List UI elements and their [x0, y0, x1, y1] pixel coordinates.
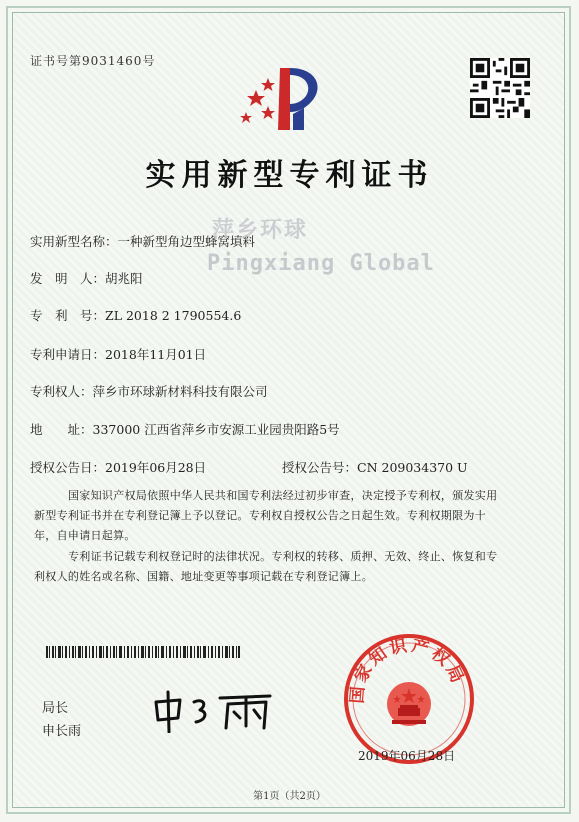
field-value: 胡兆阳	[105, 271, 143, 286]
signature-name: 申长雨	[42, 724, 82, 739]
logo-red-bar	[278, 68, 290, 130]
field-value: 2018年11月01日	[105, 347, 207, 362]
seal-date: 2019年06月28日	[358, 749, 456, 763]
paragraph-grant-statement	[34, 486, 544, 546]
star-icon	[261, 78, 275, 91]
field-value: 337000 江西省萍乡市安源工业园贵阳路5号	[92, 422, 340, 437]
field-label: 专利权人：	[30, 384, 93, 399]
field-label: 授权公告号：	[282, 460, 358, 475]
field-label: 专利申请日：	[30, 347, 106, 362]
field-label: 专 利 号：	[30, 308, 106, 323]
watermark-cn: 萍乡环球	[212, 218, 309, 243]
seal-text: 国家知识产权局	[347, 635, 469, 705]
field-value: ZL 2018 2 1790554.6	[105, 308, 242, 323]
field-value: 2019年06月28日	[105, 460, 207, 475]
certificate-title: 实用新型专利证书	[145, 158, 434, 193]
signature-role: 局长	[42, 701, 69, 716]
field-label: 地 址：	[30, 422, 93, 437]
field-label: 授权公告日：	[30, 460, 106, 475]
paragraph-legal-status	[34, 547, 544, 587]
logo-blue-arc	[290, 68, 318, 112]
star-icon	[247, 90, 265, 106]
watermark-en: Pingxiang Global	[207, 251, 435, 276]
official-seal	[342, 632, 476, 766]
field-value: 萍乡市环球新材料科技有限公司	[92, 384, 268, 399]
certificate-number: 证书号第9031460号	[30, 54, 156, 68]
handwritten-signature	[150, 688, 290, 733]
national-emblem-icon	[387, 682, 431, 726]
star-icon	[240, 112, 252, 123]
field-label: 发 明 人：	[30, 271, 106, 286]
field-grant-number	[282, 458, 468, 476]
page-footer: 第1页（共2页）	[253, 791, 326, 802]
field-address	[30, 420, 340, 438]
field-grant-date	[30, 458, 206, 476]
barcode	[46, 646, 240, 658]
patent-office-logo	[238, 50, 338, 140]
field-value: 一种新型角边型蜂窝填料	[117, 234, 256, 249]
field-inventor	[30, 269, 143, 287]
field-patent-number	[30, 306, 241, 324]
paragraph-line: 年，自申请日起算。	[34, 529, 136, 542]
paragraph-line: 新型专利证书并在专利登记簿上予以登记。专利权自授权公告之日起生效。专利权期限为十	[34, 509, 486, 522]
field-patentee	[30, 382, 268, 400]
paragraph-line: 国家知识产权局依照中华人民共和国专利法经过初步审查，决定授予专利权，颁发实用	[68, 489, 498, 502]
qr-code	[470, 58, 530, 118]
paragraph-line: 利权人的姓名或名称、国籍、地址变更等事项记载在专利登记簿上。	[34, 570, 373, 583]
paragraph-line: 专利证书记载专利权登记时的法律状况。专利权的转移、质押、无效、终止、恢复和专	[68, 550, 498, 563]
star-icon	[261, 106, 275, 119]
field-application-date	[30, 345, 206, 363]
field-label: 实用新型名称：	[30, 234, 118, 249]
field-value: CN 209034370 U	[357, 460, 468, 475]
